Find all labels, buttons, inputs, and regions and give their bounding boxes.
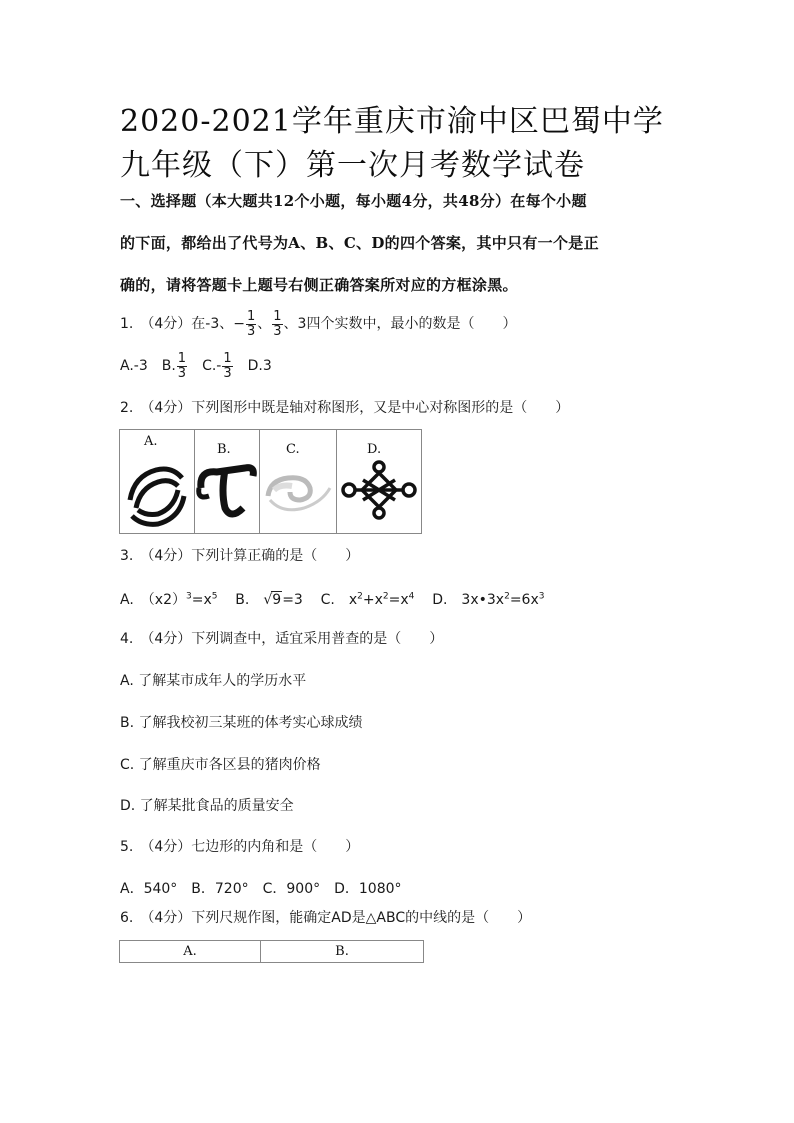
china-telecom-logo-icon — [195, 430, 259, 533]
q4-option-d: D. 了解某批食品的质量安全 — [120, 798, 294, 814]
q1-optb-den: 3 — [177, 365, 187, 381]
q3-c-mid: +x — [362, 592, 383, 608]
q6-option-a-cell: A. — [120, 941, 261, 963]
q1-option-c-fraction — [222, 352, 232, 381]
q3-option-b: B. — [235, 592, 264, 608]
q3-d-rest: =6x — [509, 592, 539, 608]
q2-option-b-label: B. — [217, 442, 231, 457]
q3-c-sup: 2 — [357, 591, 363, 602]
q3-option-c: C. x — [320, 592, 358, 608]
q1-separator: 、 — [257, 316, 272, 332]
q3-a-sup2: 5 — [211, 591, 218, 602]
q3-b-rest: =3 — [282, 592, 303, 608]
q2-option-a-cell — [120, 430, 195, 534]
q1-option-d: D.3 — [233, 358, 272, 374]
q3-option-d: D. 3x•3x — [432, 592, 505, 608]
q6-option-b-cell: B. — [261, 941, 424, 963]
q3-option-a: A. （x2） — [120, 592, 186, 608]
q1-stem-start: 1. （4分）在-3、− — [120, 316, 245, 332]
q1-frac2-num: 1 — [273, 308, 282, 324]
chinese-knot-logo-icon — [337, 430, 421, 533]
section-instructions-line3: 确的，请将答题卡上题号右侧正确答案所对应的方框涂黑。 — [120, 276, 518, 294]
question-5-stem: 5. （4分）七边形的内角和是（ ） — [120, 839, 360, 855]
q3-b-radicand: 9 — [272, 592, 282, 608]
q2-option-b-cell — [195, 430, 260, 534]
q1-fraction-1 — [246, 310, 256, 339]
q1-frac-den: 3 — [246, 323, 256, 339]
question-1-options — [120, 348, 272, 384]
q3-a-sup: 3 — [185, 591, 192, 602]
q1-option-a-b: A.-3 B. — [120, 358, 176, 374]
q1-frac2-den: 3 — [273, 323, 282, 339]
exam-title-line2: 九年级（下）第一次月考数学试卷 — [120, 148, 585, 183]
q4-option-a: A. 了解某市成年人的学历水平 — [120, 673, 307, 689]
question-2-stem: 2. （4分）下列图形中既是轴对称图形，又是中心对称图形的是（ ） — [120, 400, 570, 416]
q4-option-b: B. 了解我校初三某班的体考实心球成绩 — [120, 715, 363, 731]
q1-optb-num: 1 — [177, 350, 187, 366]
question-2-figure-table — [119, 429, 422, 534]
q1-option-c: C.- — [188, 358, 222, 374]
q1-optc-num: 1 — [223, 350, 232, 366]
question-3-options: A. $(x2)^3=x^5$ B. √9=3 C. $x^2+x^2=x^4$ D. $3x•3x^2=6x^3$ — [120, 591, 545, 608]
q1-optc-den: 3 — [223, 365, 232, 381]
q2-option-d-cell — [337, 430, 422, 534]
q1-fraction-2 — [272, 310, 282, 339]
q1-stem-end: 、3四个实数中，最小的数是（ ） — [283, 316, 517, 332]
china-mobile-logo-icon — [120, 430, 194, 533]
question-6-figure-table — [119, 940, 424, 963]
q3-c-sup2: 2 — [382, 591, 389, 602]
q4-option-c: C. 了解重庆市各区县的猪肉价格 — [120, 757, 321, 773]
q3-c-rest: =x — [388, 592, 409, 608]
q3-d-sup: 2 — [504, 591, 510, 602]
q2-option-c-cell — [260, 430, 337, 534]
q2-option-d-label: D. — [367, 442, 382, 457]
q1-frac-num: 1 — [246, 308, 256, 324]
q2-option-c-label: C. — [286, 442, 300, 457]
exam-title-line1: 2020-2021学年重庆市渝中区巴蜀中学 — [120, 104, 664, 139]
question-1-stem — [120, 306, 516, 342]
q3-d-sup2: 3 — [538, 591, 545, 602]
section-instructions-line2: 的下面，都给出了代号为A、B、C、D的四个答案，其中只有一个是正 — [120, 234, 599, 252]
q3-c-sup3: 4 — [408, 591, 415, 602]
question-4-stem: 4. （4分）下列调查中，适宜采用普查的是（ ） — [120, 631, 444, 647]
swirl-logo-icon — [260, 430, 336, 533]
q3-a-rest: =x — [191, 592, 212, 608]
question-6-stem: 6. （4分）下列尺规作图，能确定AD是△ABC的中线的是（ ） — [120, 910, 532, 926]
question-3-stem: 3. （4分）下列计算正确的是（ ） — [120, 548, 360, 564]
question-5-options: A．540° B．720° C．900° D．1080° — [120, 881, 402, 897]
q1-option-b-fraction — [177, 352, 187, 381]
q2-option-a-label: A. — [144, 434, 158, 449]
section-instructions-line1: 一、选择题（本大题共12个小题，每小题4分，共48分）在每个小题 — [120, 192, 587, 210]
